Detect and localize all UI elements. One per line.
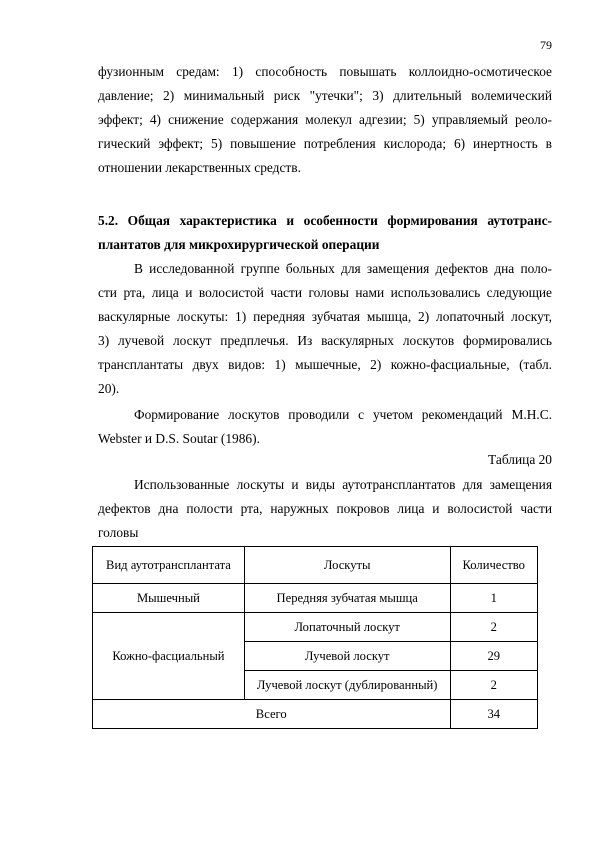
header-cell-flaps: Лоскуты bbox=[244, 547, 450, 584]
caption-line: дефектов дна полости рта, наружных покровов лица и волосистой части bbox=[98, 501, 552, 516]
text-line: В исследованной группе больных для замещения дефектов дна поло- bbox=[134, 261, 552, 276]
cell-total-label: Всего bbox=[93, 700, 451, 729]
table-total-row bbox=[93, 700, 538, 729]
text-line: Webster и D.S. Soutar (1986). bbox=[98, 431, 260, 446]
text-line: сти рта, лица и волосистой части головы нами использовались следующие bbox=[98, 285, 552, 300]
table-row bbox=[93, 613, 538, 642]
text-line: трансплантаты двух видов: 1) мышечные, 2) кожно-фасциальные, (табл. bbox=[98, 357, 552, 372]
heading-line: 5.2. Общая характеристика и особенности формирования аутотранс- bbox=[98, 213, 552, 228]
cell-count: 1 bbox=[450, 584, 538, 613]
text-line: отношении лекарственных средств. bbox=[98, 160, 301, 175]
text-line: гический эффект; 5) повышение потребления кислорода; 6) инертность в bbox=[98, 136, 552, 151]
table-row bbox=[93, 584, 538, 613]
paragraph-infusion-properties bbox=[98, 60, 552, 180]
text-line: 20). bbox=[98, 381, 120, 396]
header-cell-count: Количество bbox=[450, 547, 538, 584]
text-line: фузионным средам: 1) способность повышать коллоидно-осмотическое bbox=[98, 64, 552, 79]
paragraph-flaps-used bbox=[98, 257, 552, 401]
cell-flap: Лучевой лоскут (дублированный) bbox=[244, 671, 450, 700]
cell-flap: Передняя зубчатая мышца bbox=[244, 584, 450, 613]
flaps-table bbox=[92, 546, 538, 729]
cell-flap: Лопаточный лоскут bbox=[244, 613, 450, 642]
cell-flap: Лучевой лоскут bbox=[244, 642, 450, 671]
text-line: 3) лучевой лоскут предплечья. Из васкулярных лоскутов формировались bbox=[98, 333, 552, 348]
caption-line: Использованные лоскуты и виды аутотрансплантатов для замещения bbox=[134, 477, 552, 492]
text-line: эффект; 4) снижение содержания молекул адгезии; 5) управляемый реоло- bbox=[98, 112, 552, 127]
text-line: давление; 2) минимальный риск "утечки"; 3) длительный волемический bbox=[98, 88, 552, 103]
table-label: Таблица 20 bbox=[488, 452, 552, 467]
text-line: Формирование лоскутов проводили с учетом рекомендаций M.H.C. bbox=[134, 407, 552, 422]
cell-type: Мышечный bbox=[93, 584, 245, 613]
text-line: васкулярные лоскуты: 1) передняя зубчатая мышца, 2) лопаточный лоскут, bbox=[98, 309, 552, 324]
cell-count: 2 bbox=[450, 613, 538, 642]
heading-line: плантатов для микрохирургической операции bbox=[98, 237, 380, 252]
table-caption bbox=[98, 473, 552, 545]
cell-count: 29 bbox=[450, 642, 538, 671]
cell-total-count: 34 bbox=[450, 700, 538, 729]
paragraph-recommendations bbox=[98, 403, 552, 451]
header-cell-type: Вид аутотрансплантата bbox=[93, 547, 245, 584]
section-heading bbox=[98, 209, 552, 257]
page-number: 79 bbox=[540, 38, 552, 52]
caption-line: головы bbox=[98, 525, 139, 540]
table-header-row bbox=[93, 547, 538, 584]
cell-count: 2 bbox=[450, 671, 538, 700]
cell-type: Кожно-фасциальный bbox=[93, 613, 245, 700]
